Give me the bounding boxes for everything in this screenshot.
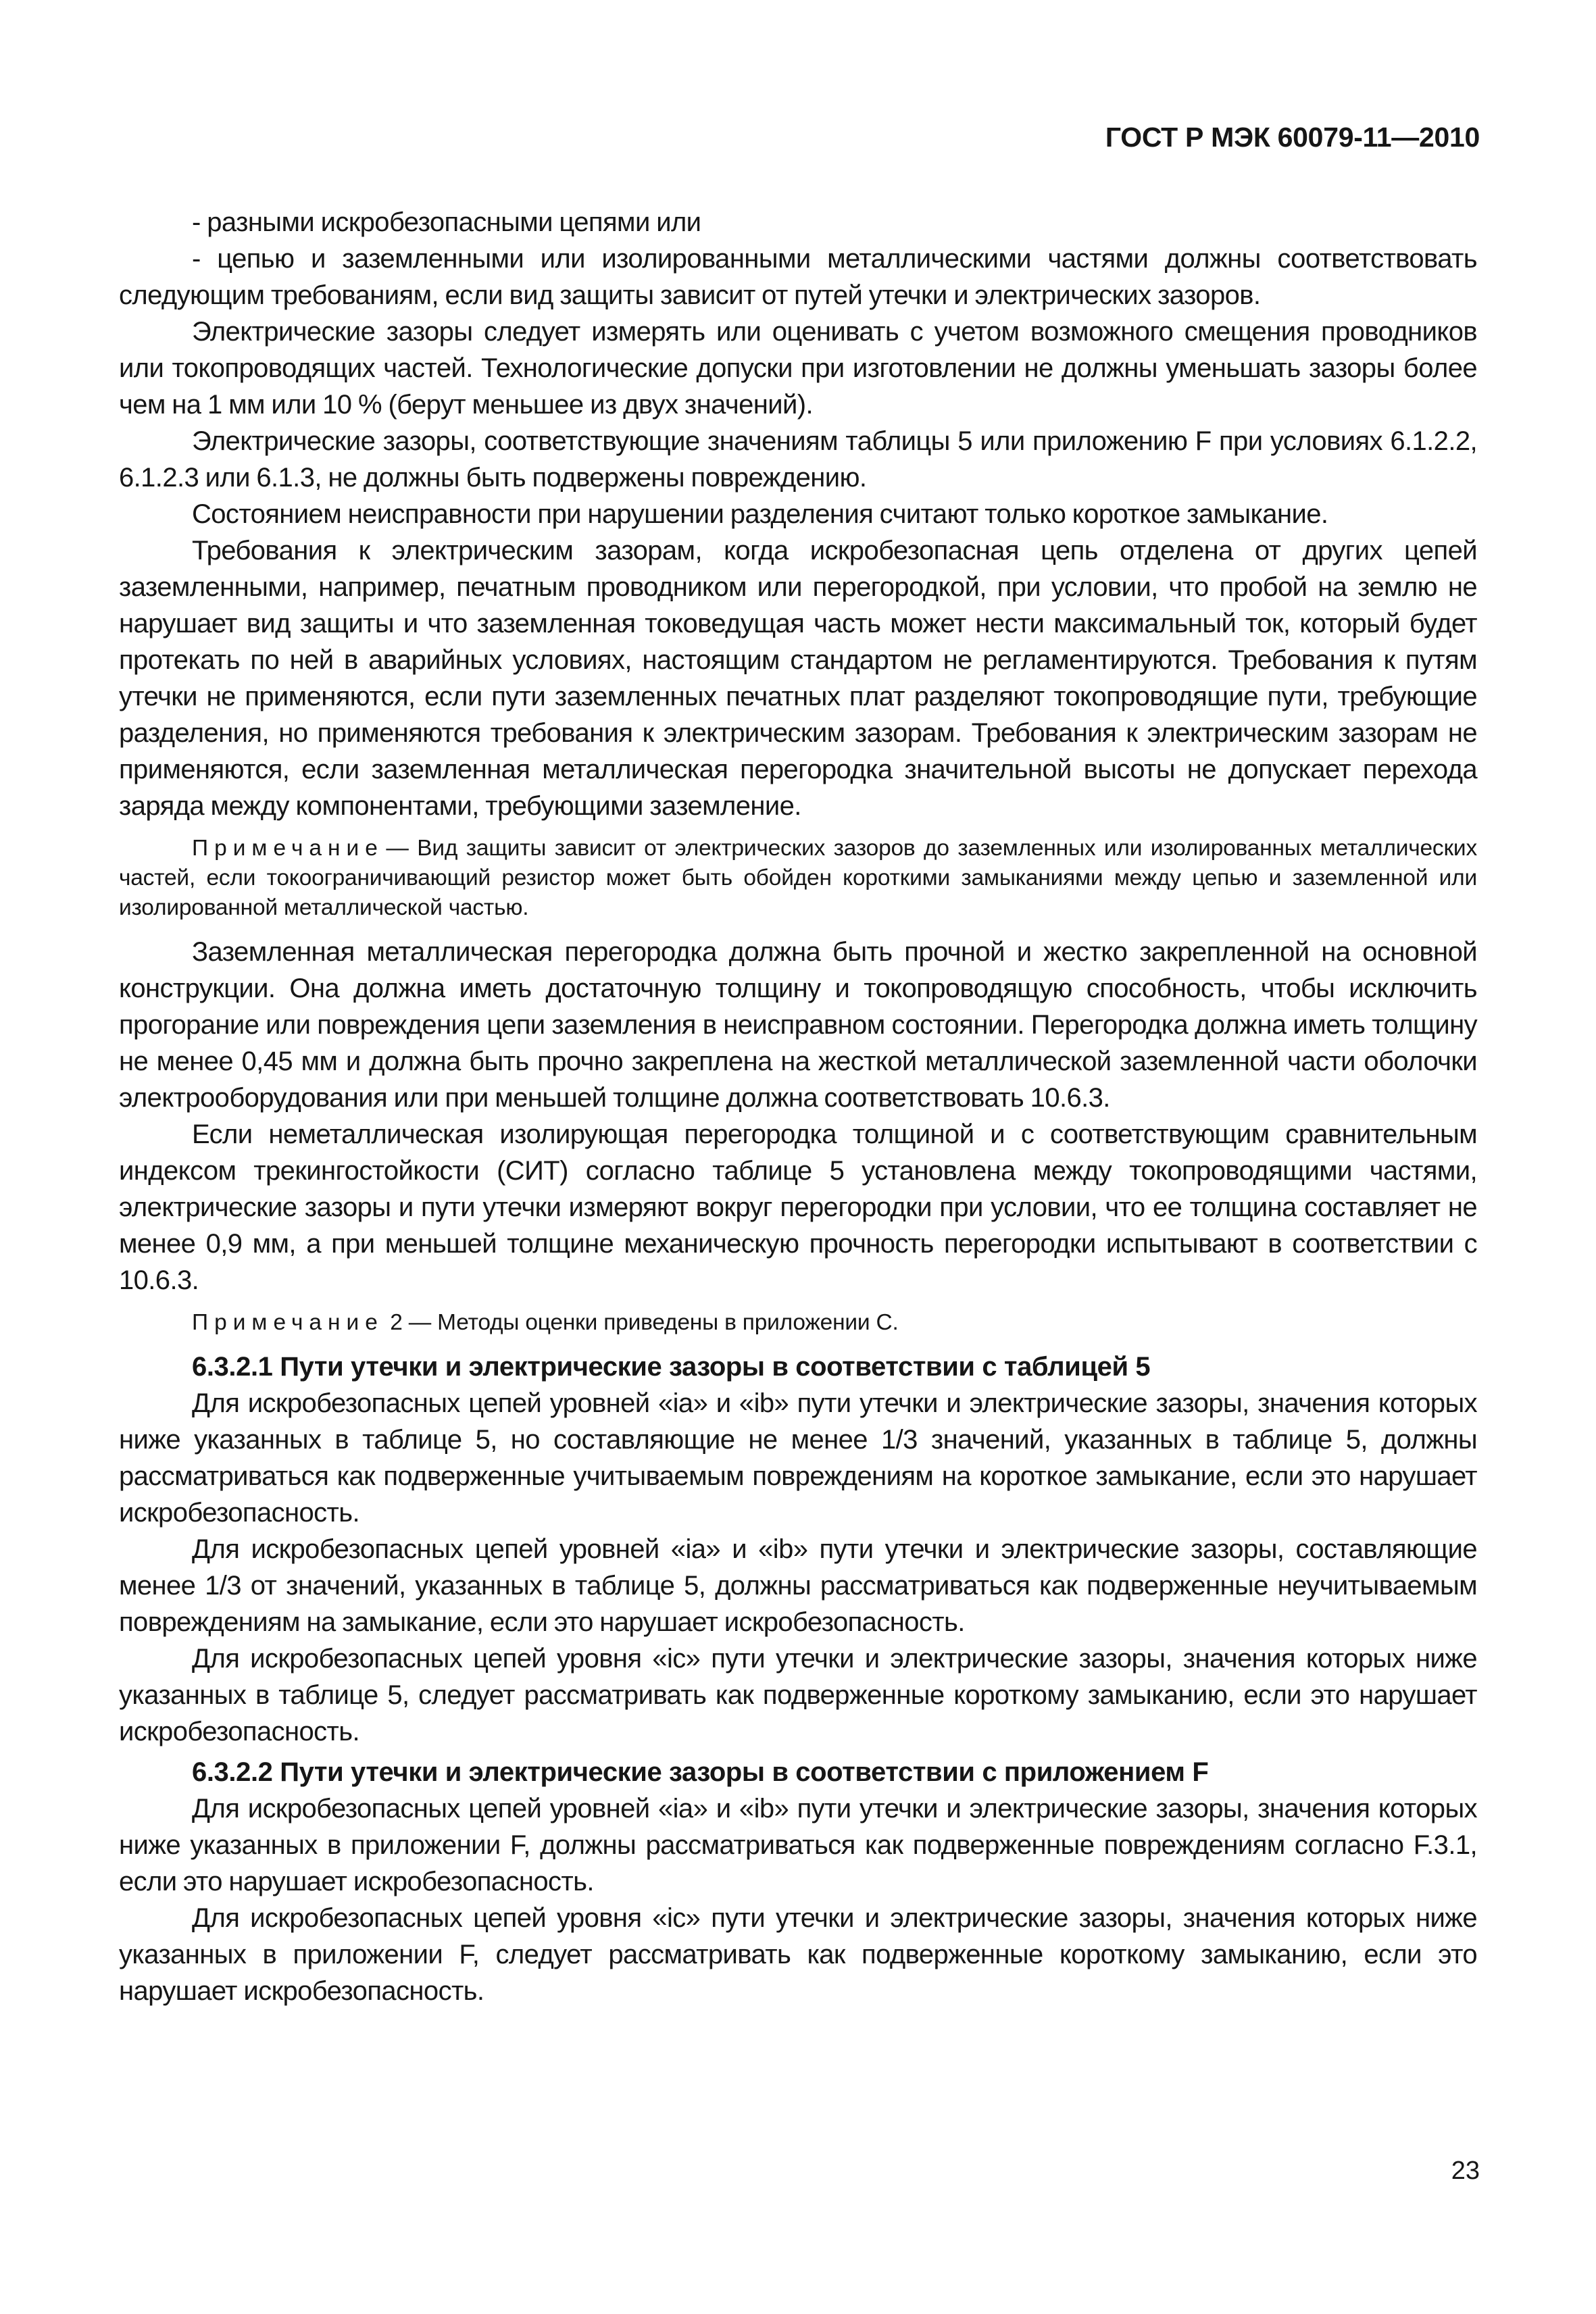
section-heading: 6.3.2.1 Пути утечки и электрические зазоры в соответствии с таблицей 5 — [192, 1352, 1151, 1382]
paragraph: Если неметаллическая изолирующая перегородка толщиной и с соответствующим сравнительным индексом трекингостойкости (СИТ) согласно таблице 5 установлена между токопроводящими частями, электрические зазоры и пути утечки измеряют вокруг перегородки при условии, что ее толщина составляет не менее 0,9 мм, а при меньшей толщине механическую прочность перегородки испытывают в соответствии с 10.6.3. — [119, 1120, 1477, 1295]
paragraph: - разными искробезопасными цепями или — [192, 207, 701, 237]
paragraph: Для искробезопасных цепей уровней «ia» и «ib» пути утечки и электрические зазоры, значения которых ниже указанных в приложении F, должны рассматриваться как подверженные повреждениям согласно F.3.1, если это нарушает искробезопасность. — [119, 1794, 1477, 1896]
document-header: ГОСТ Р МЭК 60079-11—2010 — [1105, 122, 1480, 153]
note-label: Примечани — [192, 836, 366, 861]
paragraph: - цепью и заземленными или изолированными металлическими частями должны соответствовать следующим требованиям, если вид защиты зависит от путей утечки и электрических зазоров. — [119, 244, 1477, 310]
paragraph: Электрические зазоры, соответствующие значениям таблицы 5 или приложению F при условиях 6.1.2.2, 6.1.2.3 или 6.1.3, не должны быть подвержены повреждению. — [119, 426, 1477, 493]
note — [119, 1308, 1477, 1338]
note-text: — Вид защиты зависит от электрических зазоров до заземленных или изолированных металлических частей, если токоограничивающий резистор может быть обойден короткими замыканиями между цепью и заземленной или изолированной металлической частью. — [119, 836, 1477, 920]
paragraph: Для искробезопасных цепей уровней «ia» и «ib» пути утечки и электрические зазоры, составляющие менее 1/3 от значений, указанных в таблице 5, должны рассматриваться как подверженные неучитываемым повреждениям на замыкание, если это нарушает искробезопасность. — [119, 1534, 1477, 1637]
paragraph: Для искробезопасных цепей уровня «ic» пути утечки и электрические зазоры, значения которых ниже указанных в таблице 5, следует рассматривать как подверженные короткому замыканию, если это нарушает искробезопасность. — [119, 1644, 1477, 1746]
note-label-end: е — [365, 836, 378, 861]
paragraph: Электрические зазоры следует измерять или оценивать с учетом возможного смещения проводников или токопроводящих частей. Технологические допуски при изготовлении не должны уменьшать зазоры более чем на 1 мм или 10 % (берут меньшее из двух значений). — [119, 317, 1477, 420]
page-number: 23 — [1451, 2157, 1480, 2185]
note-label: Примечание — [192, 1310, 384, 1335]
paragraph: Состоянием неисправности при нарушении разделения считают только короткое замыкание. — [192, 499, 1328, 529]
paragraph: Требования к электрическим зазорам, когда искробезопасная цепь отделена от других цепей заземленными, например, печатным проводником или перегородкой, при условии, что пробой на землю не нарушает вид защиты и что заземленная токоведущая часть может нести максимальный ток, который будет протекать по ней в аварийных условиях, настоящим стандартом не регламентируются. Требования к путям утечки не применяются, если пути заземленных печатных плат разделяют токопроводящие пути, требующие разделения, но применяются требования к электрическим зазорам. Требования к электрическим зазорам не применяются, если заземленная металлическая перегородка значительной высоты не допускает перехода заряда между компонентами, требующими заземление. — [119, 536, 1477, 821]
paragraph: Для искробезопасных цепей уровня «ic» пути утечки и электрические зазоры, значения которых ниже указанных в приложении F, следует рассматривать как подверженные короткому замыканию, если это нарушает искробезопасность. — [119, 1903, 1477, 2006]
paragraph: Для искробезопасных цепей уровней «ia» и «ib» пути утечки и электрические зазоры, значения которых ниже указанных в таблице 5, но составляющие не менее 1/3 значений, указанных в таблице 5, должны рассматриваться как подверженные учитываемым повреждениям на короткое замыкание, если это нарушает искробезопасность. — [119, 1388, 1477, 1528]
note — [119, 834, 1477, 923]
section-heading: 6.3.2.2 Пути утечки и электрические зазоры в соответствии с приложением F — [192, 1757, 1209, 1787]
note-text: 2 — Методы оценки приведены в приложении С. — [390, 1310, 899, 1335]
note-label-end — [384, 1310, 390, 1335]
paragraph: Заземленная металлическая перегородка должна быть прочной и жестко закрепленной на основной конструкции. Она должна иметь достаточную толщину и токопроводящую способность, чтобы исключить прогорание или повреждения цепи заземления в неисправном состоянии. Перегородка должна иметь толщину не менее 0,45 мм и должна быть прочно закреплена на жесткой металлической заземленной части оболочки электрооборудования или при меньшей толщине должна соответствовать 10.6.3. — [119, 937, 1477, 1113]
document-body — [119, 204, 1477, 2009]
